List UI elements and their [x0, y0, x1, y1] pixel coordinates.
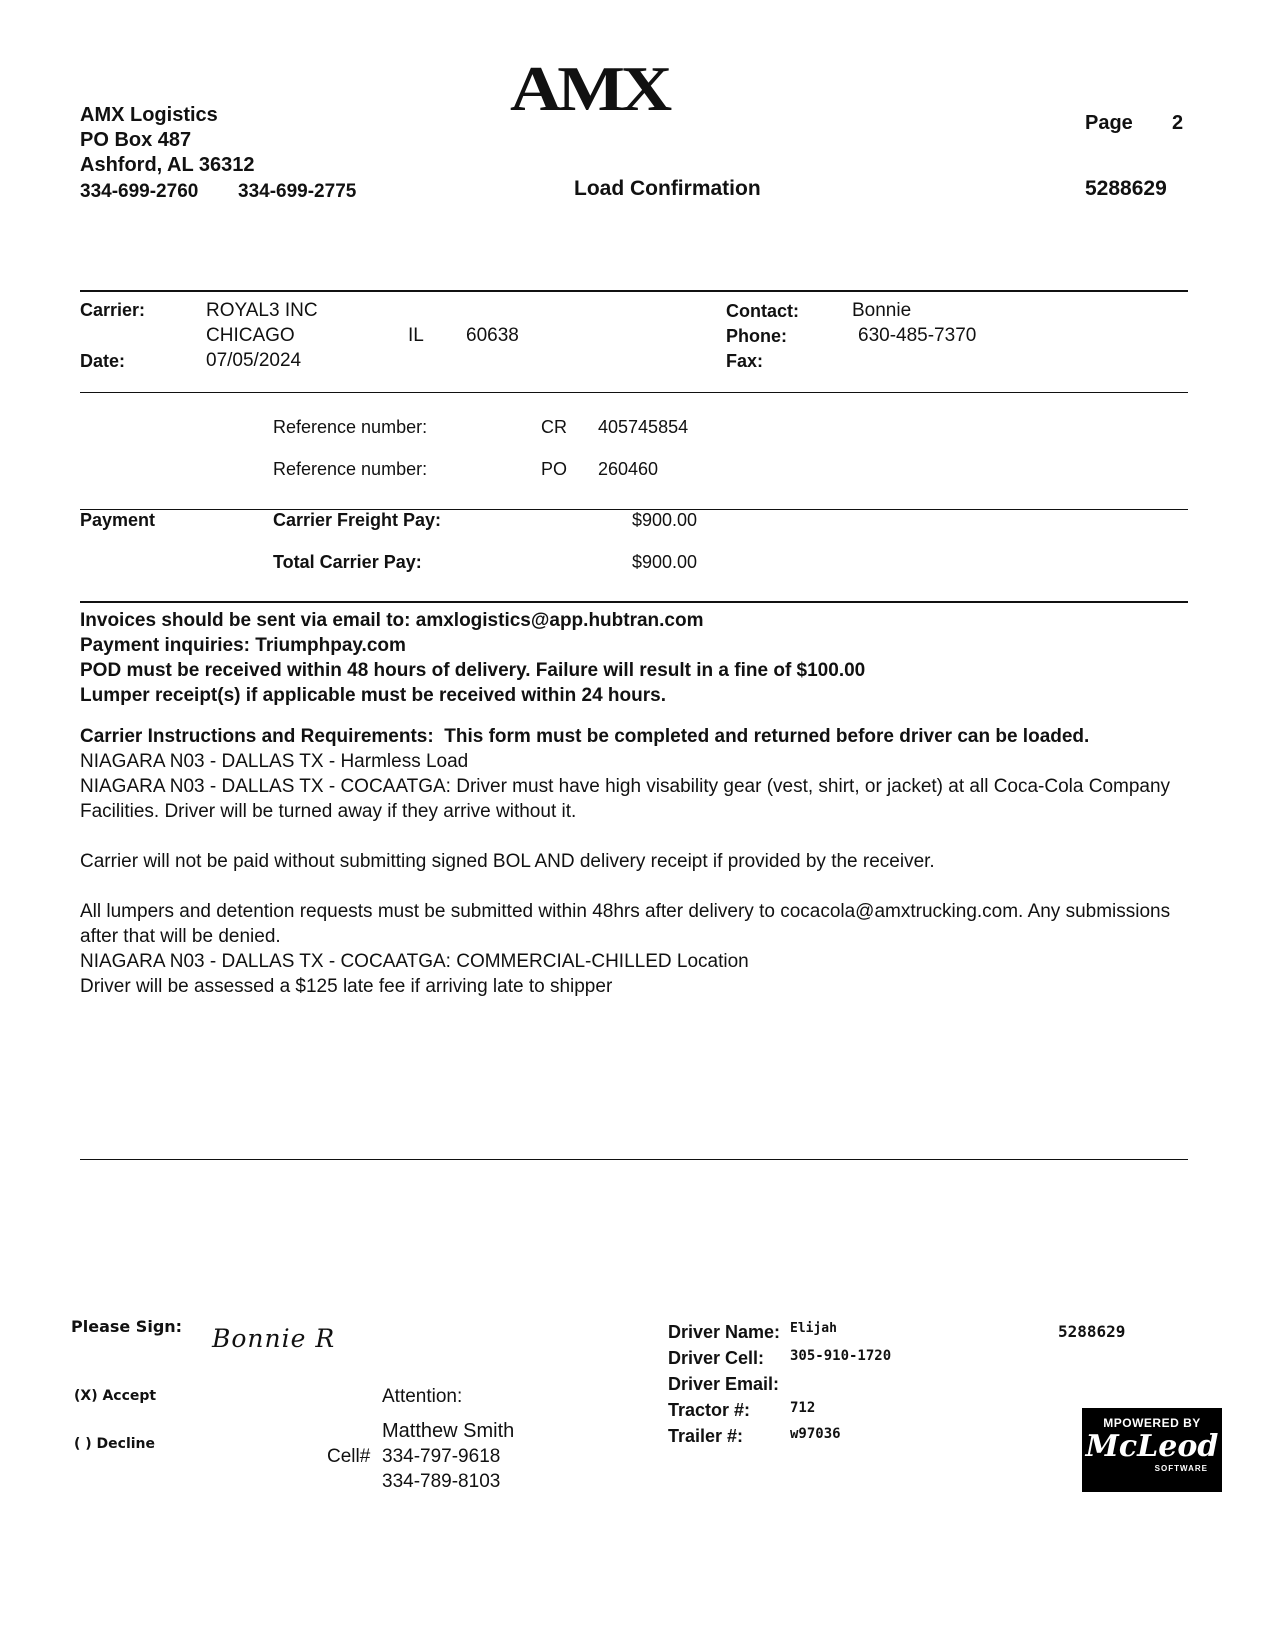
driver-cell: 305-910-1720: [790, 1348, 892, 1364]
reference-value: 405745854: [598, 417, 689, 437]
reference-value: 260460: [598, 459, 659, 479]
freight-pay-label: Carrier Freight Pay:: [273, 510, 442, 530]
total-pay-amount: $900.00: [632, 552, 698, 572]
trailer-number: w97036: [790, 1426, 841, 1442]
divider-top: [80, 290, 1188, 292]
instruction-line: NIAGARA N03 - DALLAS TX - Harmless Load: [80, 751, 469, 772]
page-label: Page: [1085, 112, 1133, 134]
carrier-zip: 60638: [466, 325, 519, 346]
reference-type: PO: [541, 459, 568, 479]
total-pay-label: Total Carrier Pay:: [273, 552, 422, 572]
fax-label: Fax:: [726, 351, 764, 371]
badge-software: SOFTWARE: [1154, 1464, 1208, 1473]
instructions-heading: Carrier Instructions and Requirements: This form must be completed and returned before driver can be loaded.: [80, 726, 1090, 747]
accept-option[interactable]: (X) Accept: [74, 1388, 157, 1404]
carrier-state: IL: [408, 325, 424, 346]
attention-cell-1: 334-797-9618: [382, 1446, 501, 1467]
company-name: AMX Logistics: [80, 104, 218, 126]
attention-label: Attention:: [382, 1386, 463, 1407]
carrier-date: 07/05/2024: [206, 350, 302, 371]
instruction-line: All lumpers and detention requests must be submitted within 48hrs after delivery to cocacola@amxtrucking.com. Any submissions after that will be denied.: [80, 901, 1176, 947]
instruction-line: NIAGARA N03 - DALLAS TX - COCAATGA: Driver must have high visability gear (vest, shirt, or jacket) at all Coca-Cola Company Facilities. Driver will be turned away if they arrive without it.: [80, 776, 1176, 822]
note-line: Lumper receipt(s) if applicable must be received within 24 hours.: [80, 685, 666, 706]
company-address-line1: PO Box 487: [80, 129, 192, 151]
trailer-label: Trailer #:: [668, 1426, 744, 1446]
divider-bottom: [80, 1159, 1188, 1160]
contact-name: Bonnie: [852, 300, 912, 321]
divider-carrier: [80, 392, 1188, 393]
attention-cell-2: 334-789-8103: [382, 1471, 501, 1492]
tractor-label: Tractor #:: [668, 1400, 751, 1420]
instruction-line: NIAGARA N03 - DALLAS TX - COCAATGA: COMMERCIAL-CHILLED Location: [80, 951, 749, 972]
please-sign-label: Please Sign:: [71, 1317, 183, 1336]
billing-notes: [80, 608, 1200, 708]
signature: Bonnie R: [212, 1324, 336, 1353]
amx-logo: AMX: [510, 53, 668, 124]
instruction-line: Driver will be assessed a $125 late fee if arriving late to shipper: [80, 976, 613, 997]
driver-name-label: Driver Name:: [668, 1322, 781, 1342]
carrier-city: CHICAGO: [206, 325, 295, 346]
phone-label: Phone:: [726, 326, 787, 346]
divider-payment: [80, 601, 1188, 603]
note-line: Payment inquiries: Triumphpay.com: [80, 635, 406, 656]
mcleod-badge: [1082, 1408, 1222, 1492]
company-phone-1: 334-699-2760: [80, 181, 199, 202]
reference-label: Reference number:: [273, 459, 428, 479]
attention-name: Matthew Smith: [382, 1420, 515, 1442]
contact-label: Contact:: [726, 301, 799, 321]
date-label: Date:: [80, 351, 126, 371]
badge-powered-by: MPOWERED BY: [1103, 1416, 1201, 1430]
attention-cell-label: Cell#: [327, 1446, 371, 1467]
decline-option[interactable]: ( ) Decline: [74, 1436, 156, 1452]
carrier-label: Carrier:: [80, 300, 146, 320]
company-address-line2: Ashford, AL 36312: [80, 154, 255, 176]
tractor-number: 712: [790, 1400, 816, 1416]
driver-cell-label: Driver Cell:: [668, 1348, 765, 1368]
carrier-instructions: [80, 724, 1190, 999]
company-phone-2: 334-699-2775: [238, 181, 357, 202]
note-line: Invoices should be sent via email to: amxlogistics@app.hubtran.com: [80, 610, 704, 631]
note-line: POD must be received within 48 hours of delivery. Failure will result in a fine of $100.00: [80, 660, 866, 681]
carrier-name: ROYAL3 INC: [206, 300, 318, 321]
instruction-line: Carrier will not be paid without submitting signed BOL AND delivery receipt if provided by the receiver.: [80, 851, 935, 872]
reference-label: Reference number:: [273, 417, 428, 437]
driver-load-number: 5288629: [1058, 1322, 1126, 1341]
badge-mcleod: McLeod: [1085, 1429, 1219, 1464]
reference-type: CR: [541, 417, 567, 437]
document-title: Load Confirmation: [574, 177, 761, 200]
freight-pay-amount: $900.00: [632, 510, 698, 530]
payment-section-label: Payment: [80, 510, 156, 530]
page-number: 2: [1172, 112, 1184, 134]
driver-email-label: Driver Email:: [668, 1374, 780, 1394]
load-number: 5288629: [1085, 177, 1167, 200]
contact-phone: 630-485-7370: [858, 325, 977, 346]
driver-name: Elijah: [790, 1321, 837, 1336]
